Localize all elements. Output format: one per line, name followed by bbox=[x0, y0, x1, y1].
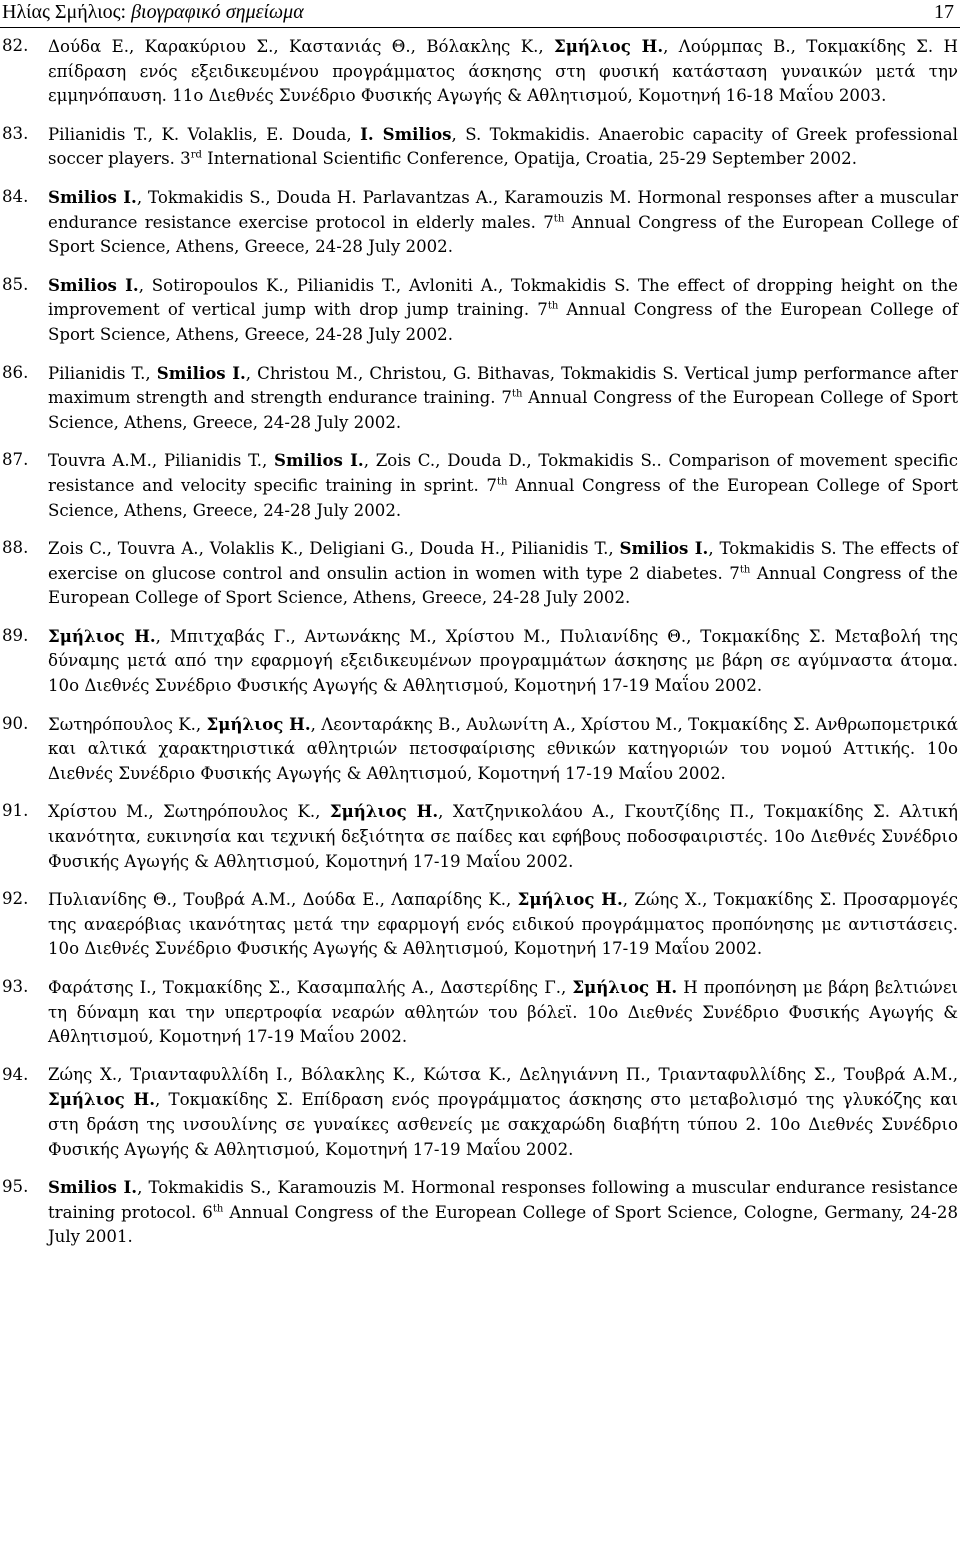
header-subtitle: βιογραφικό σημείωμα bbox=[131, 1, 304, 23]
highlighted-author: Smilios I. bbox=[274, 450, 364, 471]
running-header bbox=[0, 0, 960, 30]
entry-number: 91. bbox=[2, 801, 29, 821]
ordinal-suffix: th bbox=[511, 388, 523, 400]
entry-text: Pilianidis T., bbox=[48, 363, 157, 383]
entry-text: , Ζώης Χ., Τοκμακίδης Σ. Προσαρμογές της αναερόβιας ικανότητας μετά την εφαρμογή ενός ειδικού προγράμματος προπόνησης με αντιστάσεις. 10ο Διεθνές Συνέδριο Φυσικής Αγωγής & Αθλητισμού, Κομοτηνή 17-19 Μαΐου 2002. bbox=[48, 890, 958, 959]
entry-text: , Χατζηνικολάου Α., Γκουτζίδης Π., Τοκμακίδης Σ. Αλτική ικανότητα, ευκινησία και τεχνική δεξιότητα σε παίδες και εφήβους ποδοσφαιριστές. 10ο Διεθνές Συνέδριο Φυσικής Αγωγής & Αθλητισμού, Κομοτηνή 17-19 Μαΐου 2002. bbox=[48, 802, 958, 871]
highlighted-author: Σμήλιος Η. bbox=[329, 801, 439, 822]
ordinal-suffix: th bbox=[212, 1203, 224, 1215]
entry-number: 88. bbox=[2, 538, 29, 558]
entry-text: , Tokmakidis S., Douda H. Parlavantzas A., Karamouzis M. Hormonal responses after a muscular endurance resistance exercise protocol in elderly males. 7 bbox=[48, 187, 958, 232]
publication-entry bbox=[0, 1063, 958, 1162]
highlighted-author: Σμήλιος Η. bbox=[554, 36, 664, 56]
highlighted-author: Smilios I. bbox=[48, 186, 137, 207]
publication-entry bbox=[0, 34, 958, 109]
ordinal-suffix: th bbox=[739, 564, 751, 576]
entry-text: Annual Congress of the European College of Sport Science, Athens, Greece, 24-28 July 2002. bbox=[48, 300, 958, 344]
highlighted-author: I. Smilios bbox=[360, 123, 452, 144]
entry-text: International Scientific Conference, Opatija, Croatia, 25-29 September 2002. bbox=[201, 149, 857, 169]
entry-text: Ζώης Χ., Τριανταφυλλίδη Ι., Βόλακλης Κ., Κώτσα Κ., Δεληγιάννη Π., Τριανταφυλλίδης Σ., Τουβρά Α.Μ., bbox=[48, 1064, 958, 1084]
entry-text: Zois C., Touvra A., Volaklis K., Deligiani G., Douda H., Pilianidis T., bbox=[48, 539, 620, 559]
entry-number: 95. bbox=[2, 1177, 29, 1197]
entry-text: , Λούρμπας Β., Τοκμακίδης Σ. Η επίδραση ενός εξειδικευμένου προγράμματος άσκησης στη φυσική κατάσταση γυναικών μετά την εμμηνόπαυση. 11ο Διεθνές Συνέδριο Φυσικής Αγωγής & Αθλητισμού, Κομοτηνή 16-18 Μαΐου 2003. bbox=[48, 37, 958, 106]
header-rule bbox=[0, 27, 960, 28]
highlighted-author: Smilios I. bbox=[619, 538, 709, 559]
entry-text: Χρίστου Μ., Σωτηρόπουλος Κ., bbox=[48, 802, 330, 822]
entry-text: Δούδα Ε., Καρακύριου Σ., Καστανιάς Θ., Βόλακλης Κ., bbox=[48, 37, 555, 56]
header-author: Ηλίας Σμήλιος: bbox=[2, 1, 127, 23]
entry-number: 86. bbox=[2, 362, 29, 382]
page-number: 17 bbox=[934, 1, 954, 23]
publication-entry bbox=[0, 185, 958, 260]
highlighted-author: Σμήλιος Η. bbox=[517, 889, 623, 910]
publication-entry bbox=[0, 361, 958, 436]
entry-text: Touvra A.M., Pilianidis T., bbox=[48, 451, 275, 471]
entry-number: 90. bbox=[2, 713, 29, 733]
publication-list bbox=[0, 34, 958, 1263]
entry-text: Annual Congress of the European College of Sport Science, Athens, Greece, 24-28 July 2002. bbox=[48, 388, 958, 432]
entry-number: 84. bbox=[2, 186, 29, 206]
highlighted-author: Σμήλιος Η. bbox=[572, 977, 678, 997]
publication-entry bbox=[0, 273, 958, 348]
entry-number: 85. bbox=[2, 274, 29, 294]
entry-number: 87. bbox=[2, 450, 29, 470]
entry-number: 82. bbox=[2, 36, 29, 55]
highlighted-author: Smilios I. bbox=[48, 1177, 138, 1198]
entry-text: Η προπόνηση με βάρη βελτιώνει τη δύναμη και την υπερτροφία νεαρών αθλητών του βόλεϊ. 10ο Διεθνές Συνέδριο Φυσικής Αγωγής & Αθλητισμού, Κομοτηνή 17-19 Μαΐου 2002. bbox=[48, 978, 958, 1047]
publication-entry bbox=[0, 536, 958, 611]
ordinal-suffix: th bbox=[547, 300, 559, 312]
entry-number: 94. bbox=[2, 1064, 29, 1084]
entry-text: , Zois C., Douda D., Tokmakidis S.. Comparison of movement specific resistance and velocity specific training in sprint. 7 bbox=[48, 451, 958, 495]
entry-text: Annual Congress of the European College of Sport Science, Athens, Greece, 24-28 July 2002. bbox=[48, 475, 958, 520]
entry-number: 83. bbox=[2, 123, 29, 143]
publication-entry bbox=[0, 712, 958, 787]
highlighted-author: Σμήλιος Η. bbox=[206, 713, 311, 734]
ordinal-suffix: rd bbox=[190, 149, 202, 161]
entry-text: Annual Congress of the European College of Sport Science, Athens, Greece, 24-28 July 2002. bbox=[48, 212, 958, 257]
entry-text: , Μπιτχαβάς Γ., Αντωνάκης Μ., Χρίστου Μ., Πυλιανίδης Θ., Τοκμακίδης Σ. Μεταβολή της δύναμης μετά από την εφαρμογή εξειδικευμένων προγραμμάτων άσκησης με βάρη σε αγύμναστα άτομα. 10ο Διεθνές Συνέδριο Φυσικής Αγωγής & Αθλητισμού, Κομοτηνή 17-19 Μαΐου 2002. bbox=[48, 626, 958, 696]
entry-text: , Λεονταράκης Β., Αυλωνίτη Α., Χρίστου Μ., Τοκμακίδης Σ. Ανθρωπομετρικά και αλτικά χαρακτηριστικά αθλητριών πετοσφαίρισης εθνικών κατηγοριών του νομού Αττικής. 10ο Διεθνές Συνέδριο Φυσικής Αγωγής & Αθλητισμού, Κομοτηνή 17-19 Μαΐου 2002. bbox=[48, 714, 958, 783]
highlighted-author: Σμήλιος Η. bbox=[48, 625, 156, 646]
publication-entry bbox=[0, 1175, 958, 1250]
ordinal-suffix: th bbox=[496, 476, 508, 488]
entry-text: Pilianidis T., K. Volaklis, E. Douda, bbox=[48, 124, 361, 144]
ordinal-suffix: th bbox=[553, 213, 565, 225]
publication-entry bbox=[0, 122, 958, 172]
entry-text: Φαράτσης Ι., Τοκμακίδης Σ., Κασαμπαλής Α., Δαστερίδης Γ., bbox=[48, 978, 573, 997]
publication-entry bbox=[0, 448, 958, 523]
entry-text: , Christou M., Christou, G. Bithavas, Tokmakidis S. Vertical jump performance after maximum strength and strength endurance training. 7 bbox=[48, 363, 958, 408]
highlighted-author: Smilios I. bbox=[156, 362, 246, 383]
publication-entry bbox=[0, 887, 958, 962]
entry-text: Σωτηρόπουλος Κ., bbox=[48, 714, 207, 734]
entry-text: , Τοκμακίδης Σ. Επίδραση ενός προγράμματος άσκησης στο μεταβολισμό της γλυκόζης και στη δράση της ινσουλίνης σε γυναίκες ασθενείς με σακχαρώδη διαβήτη τύπου 2. 10ο Διεθνές Συνέδριο Φυσικής Αγωγής & Αθλητισμού, Κομοτηνή 17-19 Μαΐου 2002. bbox=[48, 1090, 959, 1159]
entry-number: 89. bbox=[2, 625, 29, 645]
highlighted-author: Σμήλιος Η. bbox=[48, 1089, 155, 1110]
header-title bbox=[2, 1, 304, 24]
entry-number: 92. bbox=[2, 889, 29, 909]
entry-text: Annual Congress of the European College of Sport Science, Cologne, Germany, 24-28 July 2001. bbox=[48, 1202, 959, 1247]
entry-text: , S. Tokmakidis. Anaerobic capacity of Greek professional soccer players. 3 bbox=[48, 124, 958, 169]
highlighted-author: Smilios I. bbox=[48, 274, 139, 295]
entry-text: Πυλιανίδης Θ., Τουβρά Α.Μ., Δούδα Ε., Λαπαρίδης Κ., bbox=[48, 890, 518, 910]
entry-text: , Sotiropoulos K., Pilianidis T., Avloniti A., Tokmakidis S. The effect of dropping height on the improvement of vertical jump with drop jump training. 7 bbox=[48, 275, 958, 320]
entry-text: , Tokmakidis S. The effects of exercise on glucose control and onsulin action in women with type 2 diabetes. 7 bbox=[48, 539, 958, 583]
entry-text: , Tokmakidis S., Karamouzis M. Hormonal responses following a muscular endurance resistance training protocol. 6 bbox=[48, 1178, 958, 1222]
publication-entry bbox=[0, 624, 958, 699]
entry-number: 93. bbox=[2, 977, 29, 996]
entry-text: Annual Congress of the European College of Sport Science, Athens, Greece, 24-28 July 2002. bbox=[48, 563, 958, 608]
publication-entry bbox=[0, 975, 958, 1050]
publication-entry bbox=[0, 799, 958, 874]
